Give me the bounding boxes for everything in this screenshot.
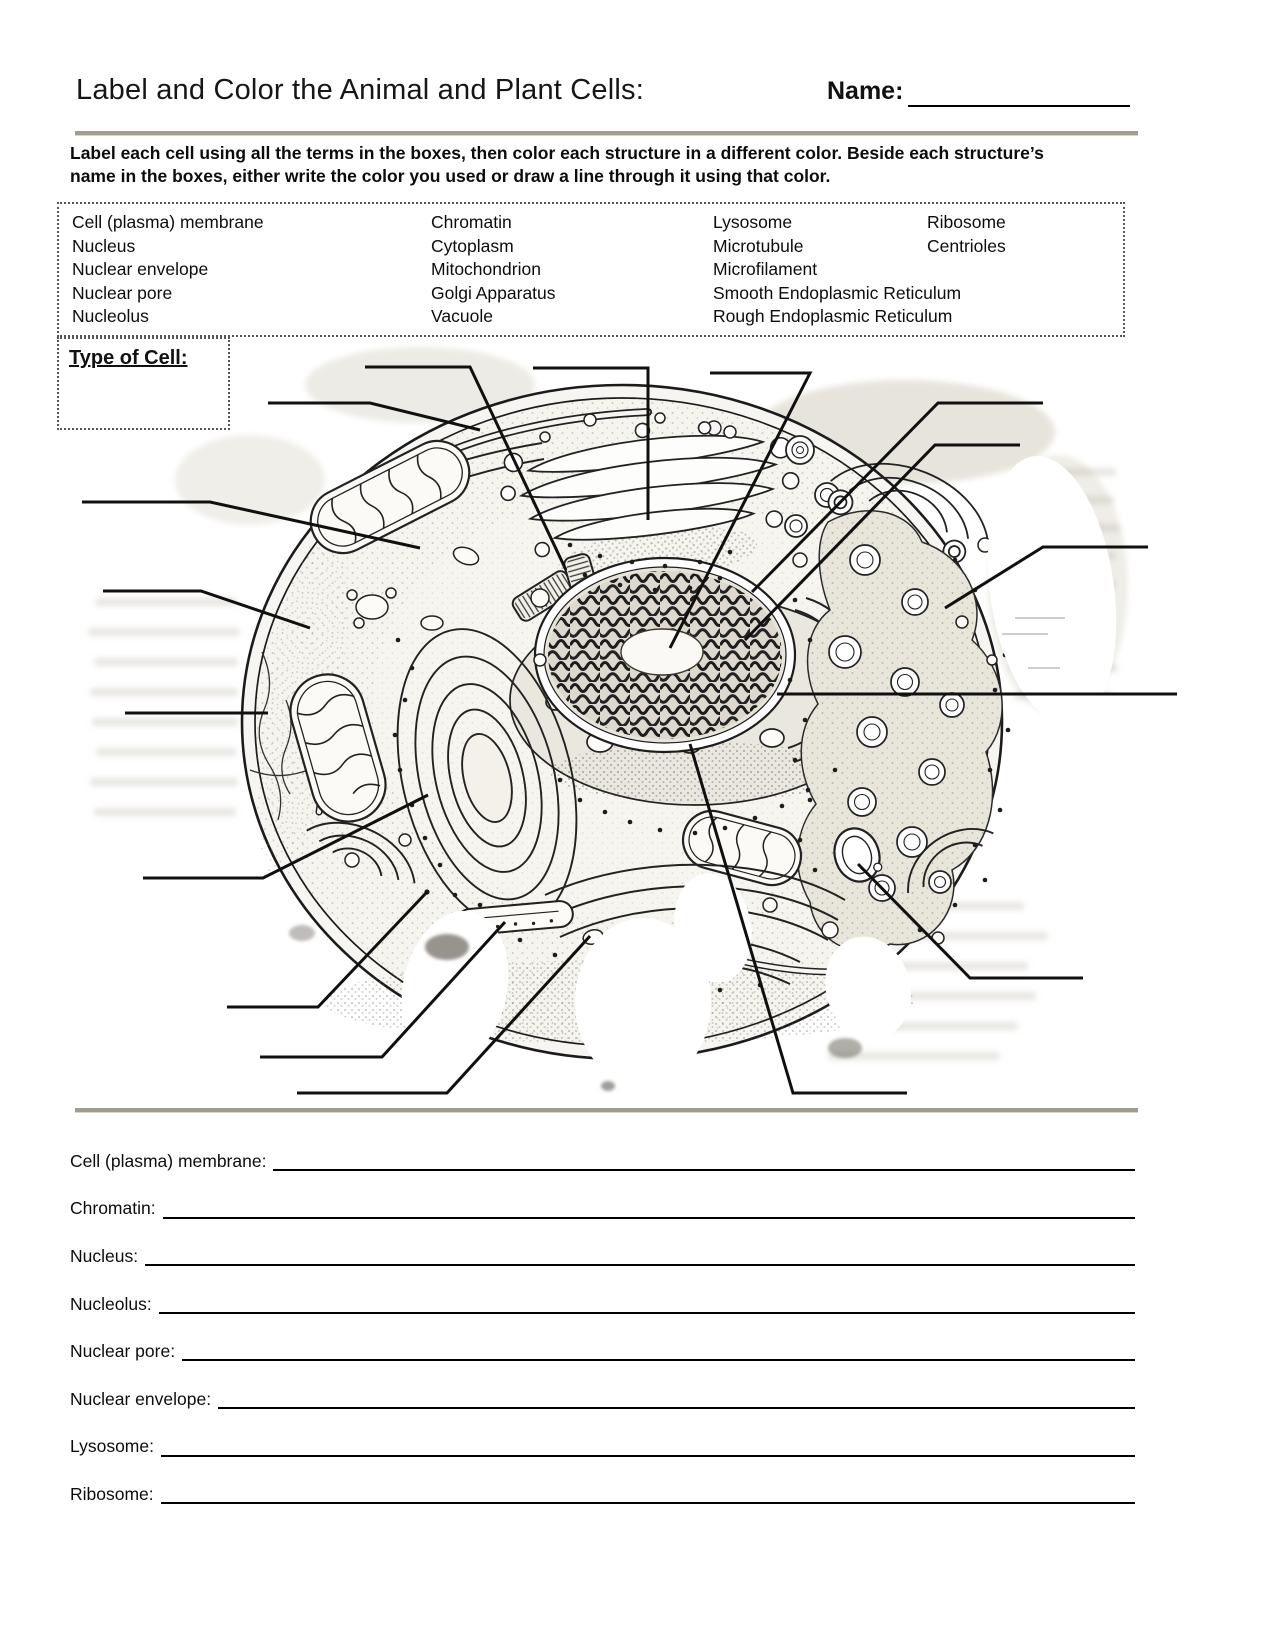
word-bank-term: Lysosome — [713, 212, 793, 232]
answer-blank-line — [273, 1168, 1135, 1171]
answer-label: Nucleus: — [70, 1245, 139, 1266]
smooth-endoplasmic-reticulum — [798, 511, 1002, 951]
answer-label: Nucleolus: — [70, 1293, 152, 1314]
name-label: Name: — [827, 77, 904, 105]
answer-row — [70, 1284, 1135, 1314]
instructions-text: Label each cell using all the terms in the boxes, then color each structure in a different color. Beside each structure’s name in the boxes, either write the color you used or draw a line through it using that color. — [70, 143, 1044, 186]
answer-blank-line — [161, 1454, 1135, 1457]
word-bank-column-1 — [72, 211, 264, 329]
word-bank-term: Cytoplasm — [431, 235, 514, 256]
answer-row — [70, 1236, 1135, 1266]
word-bank-term: Vacuole — [431, 306, 493, 327]
word-bank-term: Nucleus — [72, 235, 136, 256]
answer-blank-line — [145, 1263, 1135, 1266]
answer-section — [70, 1141, 1135, 1522]
answer-row — [70, 1141, 1135, 1171]
answer-blank-line — [218, 1406, 1135, 1409]
answer-row — [70, 1474, 1135, 1504]
header-divider — [75, 131, 1138, 136]
word-bank-box — [57, 202, 1125, 337]
answer-row — [70, 1331, 1135, 1361]
word-bank-term: Nuclear pore — [72, 282, 173, 303]
answer-label: Nuclear envelope: — [70, 1388, 212, 1409]
answer-label: Cell (plasma) membrane: — [70, 1150, 267, 1171]
word-bank-term: Microfilament — [713, 259, 818, 280]
word-bank-term: Rough Endoplasmic Reticulum — [713, 306, 953, 327]
word-bank-term: Smooth Endoplasmic Reticulum — [713, 282, 962, 303]
answer-blank-line — [163, 1216, 1135, 1219]
word-bank-term: Chromatin — [431, 212, 512, 232]
answer-blank-line — [161, 1501, 1135, 1504]
answer-label: Ribosome: — [70, 1483, 154, 1504]
nucleolus — [621, 629, 703, 675]
word-bank-term: Ribosome — [927, 212, 1006, 232]
footer-divider — [75, 1108, 1138, 1113]
word-bank-column-4 — [927, 211, 1006, 258]
word-bank-column-2 — [431, 211, 556, 329]
answer-row — [70, 1189, 1135, 1219]
answer-row — [70, 1379, 1135, 1409]
answer-label: Nuclear pore: — [70, 1341, 176, 1362]
answer-row — [70, 1427, 1135, 1457]
answer-label: Lysosome: — [70, 1436, 154, 1457]
page-title: Label and Color the Animal and Plant Cells: — [76, 74, 644, 106]
answer-label: Chromatin: — [70, 1198, 156, 1219]
word-bank-term: Nuclear envelope — [72, 259, 209, 280]
answer-blank-line — [159, 1311, 1135, 1314]
word-bank-term: Mitochondrion — [431, 259, 541, 280]
answer-blank-line — [182, 1358, 1135, 1361]
type-of-cell-label: Type of Cell: — [69, 347, 188, 369]
word-bank-term: Centrioles — [927, 235, 1006, 256]
word-bank-term: Nucleolus — [72, 306, 149, 327]
word-bank-term: Cell (plasma) membrane — [72, 212, 264, 232]
name-blank-line — [908, 105, 1130, 107]
word-bank-term: Microtubule — [713, 235, 804, 256]
animal-cell-diagram — [0, 330, 1275, 1110]
word-bank-column-3 — [713, 211, 961, 329]
word-bank-term: Golgi Apparatus — [431, 282, 556, 303]
